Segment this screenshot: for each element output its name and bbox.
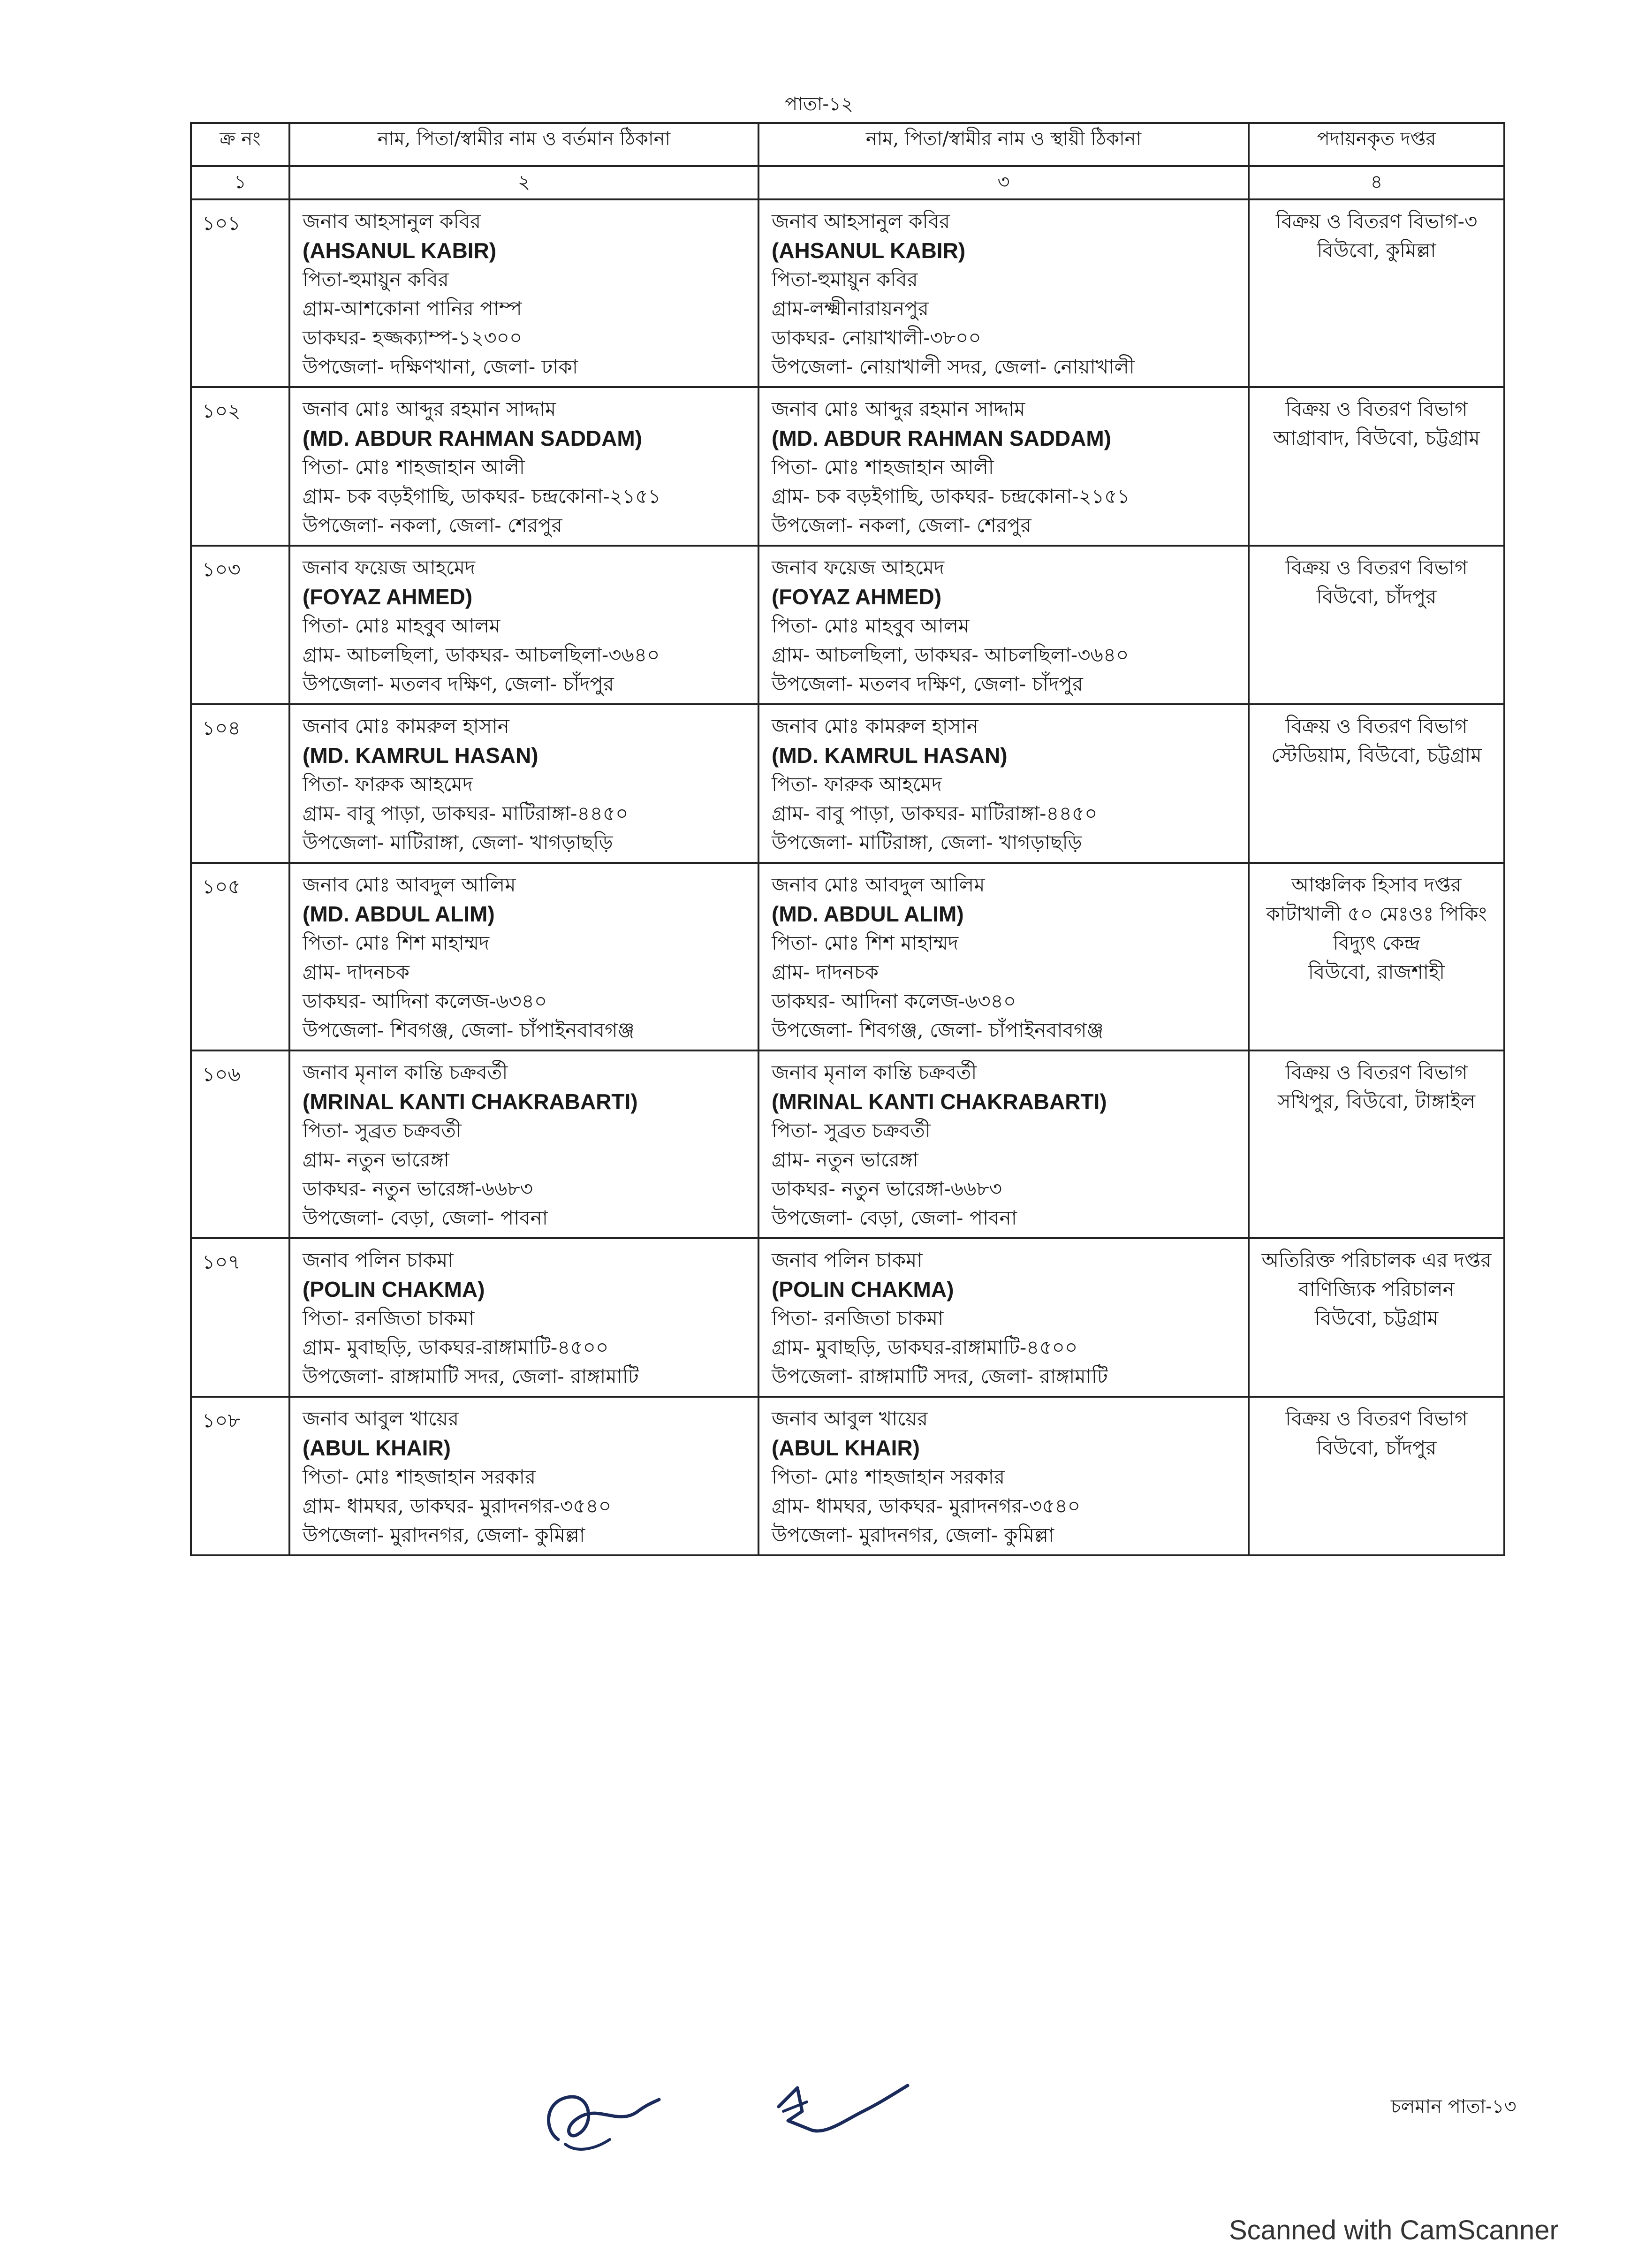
present-address-cell — [289, 546, 758, 704]
address-line: উপজেলা- নকলা, জেলা- শেরপুর — [303, 514, 562, 537]
table-row — [191, 1397, 1504, 1555]
address-line: ডাকঘর- হজ্জক্যাম্প-১২৩০০ — [303, 326, 523, 349]
address-line: উপজেলা- নকলা, জেলা- শেরপুর — [772, 514, 1031, 537]
header-posted-office: পদায়নকৃত দপ্তর — [1249, 123, 1504, 166]
address-line: গ্রাম- মুবাছড়ি, ডাকঘর-রাঙ্গামাটি-৪৫০০ — [303, 1336, 609, 1359]
table-row — [191, 387, 1504, 546]
person-name-english: (AHSANUL KABIR) — [772, 238, 966, 263]
person-name-bangla: জনাব মৃনাল কান্তি চক্রবর্তী — [772, 1061, 977, 1084]
posted-office-cell — [1249, 704, 1504, 863]
address-line: গ্রাম- মুবাছড়ি, ডাকঘর-রাঙ্গামাটি-৪৫০০ — [772, 1336, 1078, 1359]
person-name-bangla: জনাব আহসানুল কবির — [772, 210, 950, 233]
address-line: ডাকঘর- নতুন ভারেঙ্গা-৬৬৮৩ — [303, 1177, 533, 1200]
person-name-bangla: জনাব আবুল খায়ের — [303, 1407, 459, 1430]
office-line: আগ্রাবাদ, বিউবো, চট্টগ্রাম — [1273, 426, 1480, 449]
person-name-bangla: জনাব মোঃ আবদুল আলিম — [303, 873, 516, 896]
column-number: ২ — [289, 166, 758, 199]
person-name-english: (AHSANUL KABIR) — [303, 238, 497, 263]
person-name-english: (MRINAL KANTI CHAKRABARTI) — [772, 1089, 1107, 1114]
office-line: বাণিজ্যিক পরিচালন — [1298, 1278, 1455, 1301]
office-line: সখিপুর, বিউবো, টাঙ্গাইল — [1277, 1090, 1476, 1113]
serial-number: ১০৮ — [191, 1397, 289, 1555]
table-row — [191, 863, 1504, 1050]
permanent-address-cell — [758, 1238, 1249, 1397]
address-line: গ্রাম- আচলছিলা, ডাকঘর- আচলছিলা-৩৬৪০ — [303, 643, 660, 666]
signature-2 — [769, 2078, 910, 2154]
present-address-cell — [289, 387, 758, 546]
person-name-bangla: জনাব আবুল খায়ের — [772, 1407, 928, 1430]
address-line: উপজেলা- মতলব দক্ষিণ, জেলা- চাঁদপুর — [772, 672, 1083, 695]
address-line: গ্রাম- বাবু পাড়া, ডাকঘর- মাটিরাঙ্গা-৪৪৫০ — [303, 802, 629, 825]
posted-office-cell — [1249, 546, 1504, 704]
posted-office-cell — [1249, 1050, 1504, 1238]
serial-number: ১০১ — [191, 199, 289, 387]
serial-number: ১০৭ — [191, 1238, 289, 1397]
office-line: বিদ্যুৎ কেন্দ্র — [1333, 931, 1420, 954]
address-line: ডাকঘর- নতুন ভারেঙ্গা-৬৬৮৩ — [772, 1177, 1002, 1200]
person-name-english: (POLIN CHAKMA) — [772, 1277, 954, 1301]
table-row — [191, 1050, 1504, 1238]
office-line: বিউবো, রাজশাহী — [1308, 960, 1445, 983]
address-line: ডাকঘর- নোয়াখালী-৩৮০০ — [772, 326, 981, 349]
office-line: বিক্রয় ও বিতরণ বিভাগ-৩ — [1275, 210, 1478, 233]
person-name-english: (POLIN CHAKMA) — [303, 1277, 485, 1301]
address-line: উপজেলা- শিবগঞ্জ, জেলা- চাঁপাইনবাবগঞ্জ — [303, 1019, 635, 1042]
column-number: ১ — [191, 166, 289, 199]
address-line: পিতা- মোঃ শিশ মাহাম্মদ — [772, 931, 959, 954]
header-present-address: নাম, পিতা/স্বামীর নাম ও বর্তমান ঠিকানা — [289, 123, 758, 166]
office-line: আঞ্চলিক হিসাব দপ্তর — [1291, 873, 1462, 896]
address-line: গ্রাম- ধামঘর, ডাকঘর- মুরাদনগর-৩৫৪০ — [772, 1494, 1081, 1517]
person-name-bangla: জনাব মোঃ আব্দুর রহমান সাদ্দাম — [772, 397, 1025, 420]
person-name-bangla: জনাব মোঃ আব্দুর রহমান সাদ্দাম — [303, 397, 556, 420]
column-number: ৪ — [1249, 166, 1504, 199]
address-line: উপজেলা- শিবগঞ্জ, জেলা- চাঁপাইনবাবগঞ্জ — [772, 1019, 1104, 1042]
address-line: পিতা- মোঃ মাহবুব আলম — [772, 614, 970, 637]
address-line: গ্রাম-আশকোনা পানির পাম্প — [303, 297, 522, 320]
address-line: পিতা- রনজিতা চাকমা — [303, 1307, 475, 1330]
address-line: উপজেলা- রাঙ্গামাটি সদর, জেলা- রাঙ্গামাটি — [303, 1365, 639, 1388]
person-name-bangla: জনাব মোঃ কামরুল হাসান — [772, 715, 978, 738]
address-line: উপজেলা- বেড়া, জেলা- পাবনা — [772, 1206, 1017, 1229]
permanent-address-cell — [758, 704, 1249, 863]
signature-1 — [539, 2083, 661, 2163]
person-name-english: (MD. ABDUR RAHMAN SADDAM) — [772, 426, 1111, 450]
address-line: পিতা- মোঃ শাহজাহান সরকার — [303, 1465, 536, 1488]
address-line: ডাকঘর- আদিনা কলেজ-৬৩৪০ — [303, 989, 547, 1012]
person-name-english: (MD. KAMRUL HASAN) — [772, 743, 1008, 768]
column-number-row — [191, 166, 1504, 199]
person-name-english: (MD. KAMRUL HASAN) — [303, 743, 538, 768]
header-serial: ক্র নং — [191, 123, 289, 166]
address-line: উপজেলা- রাঙ্গামাটি সদর, জেলা- রাঙ্গামাটি — [772, 1365, 1108, 1388]
present-address-cell — [289, 1397, 758, 1555]
office-line: বিক্রয় ও বিতরণ বিভাগ — [1285, 1407, 1468, 1430]
person-name-bangla: জনাব পলিন চাকমা — [303, 1248, 454, 1271]
serial-number: ১০৬ — [191, 1050, 289, 1238]
office-line: বিউবো, চাঁদপুর — [1316, 585, 1437, 608]
present-address-cell — [289, 199, 758, 387]
posted-office-cell — [1249, 199, 1504, 387]
continued-page-note: চলমান পাতা-১৩ — [1391, 2096, 1517, 2117]
address-line: গ্রাম- দাদনচক — [772, 960, 879, 983]
present-address-cell — [289, 863, 758, 1050]
table-row — [191, 1238, 1504, 1397]
table-body — [191, 199, 1504, 1555]
serial-number: ১০৫ — [191, 863, 289, 1050]
address-line: গ্রাম- চক বড়ইগাছি, ডাকঘর- চন্দ্রকোনা-২১৫১ — [772, 485, 1130, 508]
posted-office-cell — [1249, 1238, 1504, 1397]
address-line: উপজেলা- দক্ষিণখানা, জেলা- ঢাকা — [303, 355, 578, 378]
address-line: গ্রাম-লক্ষ্মীনারায়নপুর — [772, 297, 929, 320]
address-line: পিতা-হুমায়ুন কবির — [772, 268, 918, 291]
table-row — [191, 199, 1504, 387]
page-number: পাতা-১২ — [785, 93, 853, 115]
address-line: উপজেলা- বেড়া, জেলা- পাবনা — [303, 1206, 548, 1229]
address-line: ডাকঘর- আদিনা কলেজ-৬৩৪০ — [772, 989, 1016, 1012]
table-row — [191, 546, 1504, 704]
office-line: বিউবো, চাঁদপুর — [1316, 1436, 1437, 1459]
header-permanent-address: নাম, পিতা/স্বামীর নাম ও স্থায়ী ঠিকানা — [758, 123, 1249, 166]
address-line: পিতা- মোঃ মাহবুব আলম — [303, 614, 500, 637]
address-line: উপজেলা- মুরাদনগর, জেলা- কুমিল্লা — [303, 1523, 585, 1546]
person-name-english: (FOYAZ AHMED) — [772, 585, 942, 609]
address-line: গ্রাম- দাদনচক — [303, 960, 410, 983]
permanent-address-cell — [758, 199, 1249, 387]
present-address-cell — [289, 1238, 758, 1397]
permanent-address-cell — [758, 546, 1249, 704]
office-line: অতিরিক্ত পরিচালক এর দপ্তর — [1261, 1248, 1492, 1271]
address-line: গ্রাম- নতুন ভারেঙ্গা — [303, 1148, 449, 1171]
address-line: গ্রাম- নতুন ভারেঙ্গা — [772, 1148, 918, 1171]
person-name-bangla: জনাব মোঃ কামরুল হাসান — [303, 715, 509, 738]
person-name-bangla: জনাব মৃনাল কান্তি চক্রবর্তী — [303, 1061, 508, 1084]
person-name-english: (MD. ABDUR RAHMAN SADDAM) — [303, 426, 642, 450]
serial-number: ১০৩ — [191, 546, 289, 704]
address-line: উপজেলা- মাটিরাঙ্গা, জেলা- খাগড়াছড়ি — [303, 831, 613, 854]
person-name-english: (ABUL KHAIR) — [303, 1436, 451, 1460]
address-line: পিতা- সুব্রত চক্রবর্তী — [772, 1119, 931, 1142]
address-line: উপজেলা- মুরাদনগর, জেলা- কুমিল্লা — [772, 1523, 1054, 1546]
office-line: বিউবো, কুমিল্লা — [1317, 239, 1436, 262]
person-name-english: (FOYAZ AHMED) — [303, 585, 473, 609]
personnel-table — [190, 122, 1505, 1556]
address-line: পিতা- মোঃ শাহজাহান আলী — [303, 456, 525, 479]
address-line: পিতা- মোঃ শাহজাহান আলী — [772, 456, 994, 479]
permanent-address-cell — [758, 863, 1249, 1050]
person-name-bangla: জনাব আহসানুল কবির — [303, 210, 481, 233]
address-line: উপজেলা- মতলব দক্ষিণ, জেলা- চাঁদপুর — [303, 672, 614, 695]
office-line: বিক্রয় ও বিতরণ বিভাগ — [1285, 715, 1468, 738]
address-line: পিতা- সুব্রত চক্রবর্তী — [303, 1119, 462, 1142]
posted-office-cell — [1249, 863, 1504, 1050]
address-line: পিতা- ফারুক আহমেদ — [772, 773, 942, 796]
office-line: বিউবো, চট্টগ্রাম — [1314, 1307, 1439, 1330]
person-name-english: (MD. ABDUL ALIM) — [772, 902, 964, 926]
address-line: গ্রাম- চক বড়ইগাছি, ডাকঘর- চন্দ্রকোনা-২১৫১ — [303, 485, 661, 508]
office-line: বিক্রয় ও বিতরণ বিভাগ — [1285, 556, 1468, 579]
table-header-row — [191, 123, 1504, 166]
address-line: পিতা- রনজিতা চাকমা — [772, 1307, 944, 1330]
address-line: পিতা- মোঃ শিশ মাহাম্মদ — [303, 931, 490, 954]
present-address-cell — [289, 704, 758, 863]
posted-office-cell — [1249, 1397, 1504, 1555]
person-name-english: (ABUL KHAIR) — [772, 1436, 920, 1460]
person-name-bangla: জনাব মোঃ আবদুল আলিম — [772, 873, 985, 896]
address-line: গ্রাম- বাবু পাড়া, ডাকঘর- মাটিরাঙ্গা-৪৪৫০ — [772, 802, 1098, 825]
serial-number: ১০৪ — [191, 704, 289, 863]
person-name-bangla: জনাব ফয়েজ আহমেদ — [303, 556, 476, 579]
serial-number: ১০২ — [191, 387, 289, 546]
person-name-bangla: জনাব পলিন চাকমা — [772, 1248, 923, 1271]
present-address-cell — [289, 1050, 758, 1238]
address-line: উপজেলা- নোয়াখালী সদর, জেলা- নোয়াখালী — [772, 355, 1135, 378]
table-row — [191, 704, 1504, 863]
person-name-english: (MD. ABDUL ALIM) — [303, 902, 495, 926]
address-line: উপজেলা- মাটিরাঙ্গা, জেলা- খাগড়াছড়ি — [772, 831, 1082, 854]
address-line: পিতা- ফারুক আহমেদ — [303, 773, 473, 796]
permanent-address-cell — [758, 387, 1249, 546]
office-line: বিক্রয় ও বিতরণ বিভাগ — [1285, 397, 1468, 420]
office-line: বিক্রয় ও বিতরণ বিভাগ — [1285, 1061, 1468, 1084]
address-line: গ্রাম- আচলছিলা, ডাকঘর- আচলছিলা-৩৬৪০ — [772, 643, 1129, 666]
office-line: স্টেডিয়াম, বিউবো, চট্টগ্রাম — [1271, 744, 1482, 767]
scanner-watermark: Scanned with CamScanner — [1229, 2215, 1559, 2245]
address-line: পিতা- মোঃ শাহজাহান সরকার — [772, 1465, 1005, 1488]
posted-office-cell — [1249, 387, 1504, 546]
person-name-english: (MRINAL KANTI CHAKRABARTI) — [303, 1089, 638, 1114]
office-line: কাটাখালী ৫০ মেঃওঃ পিকিং — [1266, 902, 1487, 925]
permanent-address-cell — [758, 1397, 1249, 1555]
address-line: পিতা-হুমায়ুন কবির — [303, 268, 449, 291]
column-number: ৩ — [758, 166, 1249, 199]
address-line: গ্রাম- ধামঘর, ডাকঘর- মুরাদনগর-৩৫৪০ — [303, 1494, 612, 1517]
permanent-address-cell — [758, 1050, 1249, 1238]
person-name-bangla: জনাব ফয়েজ আহমেদ — [772, 556, 945, 579]
